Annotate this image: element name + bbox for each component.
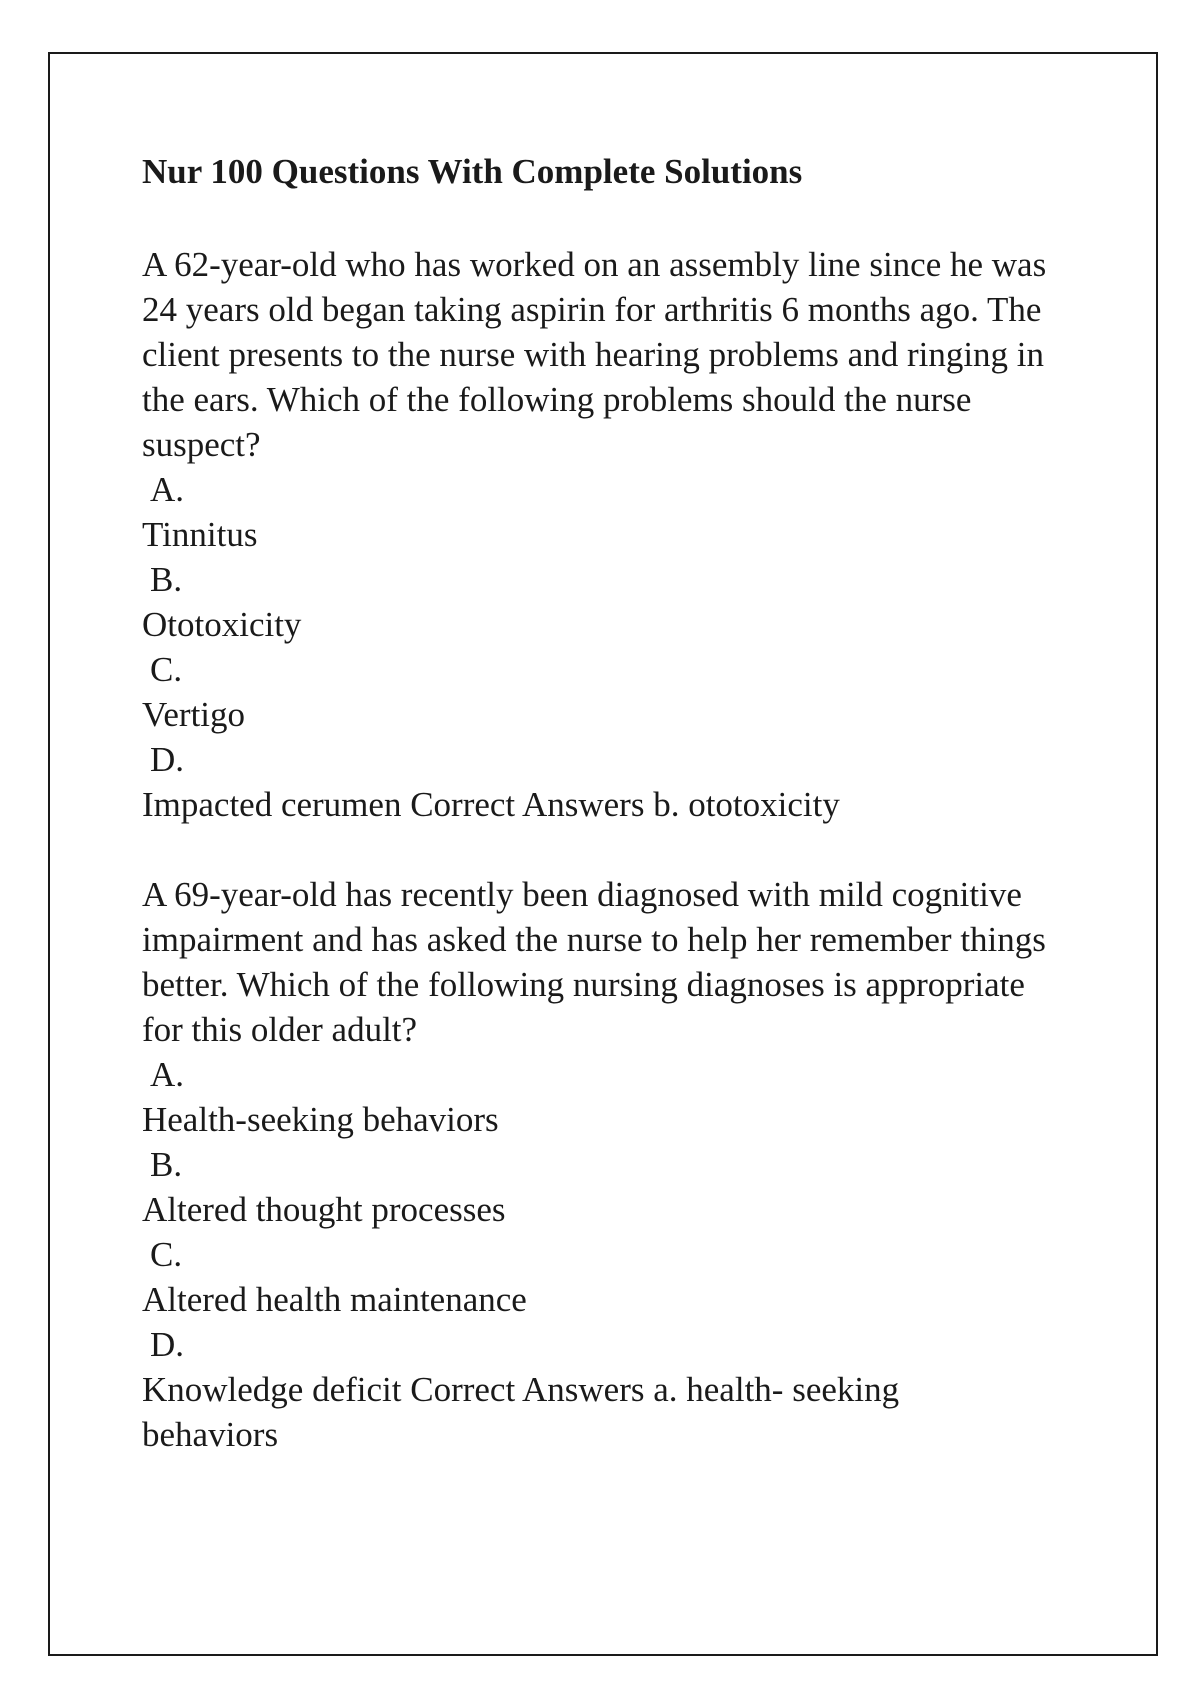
question-1-option-d-text-with-answer: Impacted cerumen Correct Answers b. ototoxicity [142, 785, 840, 824]
question-1-option-d-letter: D. [150, 740, 185, 779]
question-2-option-c-text: Altered health maintenance [142, 1280, 527, 1319]
question-1-option-c-letter: C. [150, 650, 183, 689]
question-2-option-b-letter: B. [150, 1145, 183, 1184]
question-1 [142, 242, 1082, 827]
document-title: Nur 100 Questions With Complete Solutions [142, 152, 803, 191]
question-1-option-b-letter: B. [150, 560, 183, 599]
question-2 [142, 872, 1082, 1457]
question-1-option-c-text: Vertigo [142, 695, 246, 734]
question-2-stem: A 69-year-old has recently been diagnosed with mild cognitive impairment and has asked the nurse to help her remember things better. Which of the following nursing diagnoses is appropriate for this older adult? [142, 875, 1046, 1049]
question-2-option-a-letter: A. [150, 1055, 185, 1094]
question-2-option-b-text: Altered thought processes [142, 1190, 506, 1229]
question-2-option-c-letter: C. [150, 1235, 183, 1274]
question-1-option-a-letter: A. [150, 470, 185, 509]
question-1-option-a-text: Tinnitus [142, 515, 258, 554]
question-1-option-b-text: Ototoxicity [142, 605, 302, 644]
question-2-option-d-letter: D. [150, 1325, 185, 1364]
question-1-stem: A 62-year-old who has worked on an assembly line since he was 24 years old began taking aspirin for arthritis 6 months ago. The client presents to the nurse with hearing problems and ringing in the ears. Which of the following problems should the nurse suspect? [142, 245, 1047, 464]
question-2-option-d-text-with-answer: Knowledge deficit Correct Answers a. health- seeking behaviors [142, 1370, 900, 1454]
document-content [142, 150, 1082, 1502]
question-2-option-a-text: Health-seeking behaviors [142, 1100, 499, 1139]
